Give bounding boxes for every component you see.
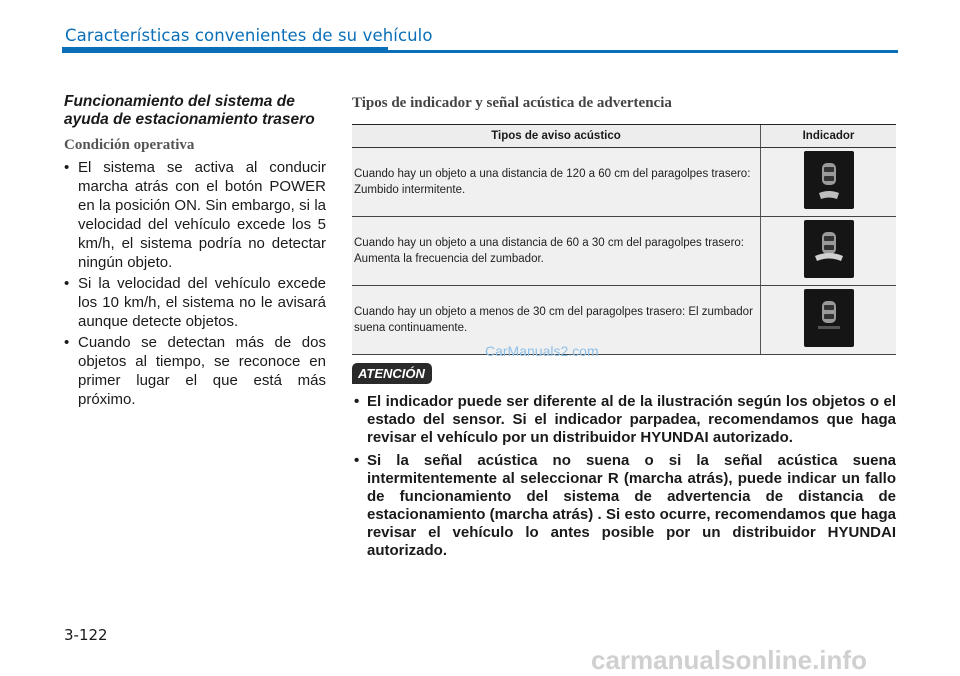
caution-badge: ATENCIÓN — [352, 363, 432, 384]
header-rule — [62, 50, 898, 53]
table-cell-text: Cuando hay un objeto a una distancia de 60 a 30 cm del paragolpes trasero: Aumenta la frecuencia del zumbador. — [352, 217, 761, 286]
table-cell-text: Cuando hay un objeto a una distancia de 120 a 60 cm del paragolpes trasero: Zumbido intermitente. — [352, 148, 761, 217]
table-row — [352, 286, 896, 355]
list-item: • Cuando se detectan más de dos objetos al tiempo, se reconoce en primer lugar el que está más próximo. — [64, 333, 326, 409]
section-title: Funcionamiento del sistema de ayuda de estacionamiento trasero — [64, 93, 315, 128]
rear-sensor-mid-icon — [804, 220, 854, 278]
table-cell-indicator — [761, 148, 897, 217]
table-row — [352, 148, 896, 217]
subheading: Condición operativa — [64, 137, 195, 153]
table-cell-indicator — [761, 286, 897, 355]
left-column — [64, 93, 326, 411]
table-cell-indicator — [761, 217, 897, 286]
list-item: • El indicador puede ser diferente al de la ilustración según los objetos o el estado del sensor. Si el indicador parpadea, recomendamos que haga revisar el vehículo por un distribuidor HYUNDAI autorizado. — [352, 393, 896, 447]
list-item: • Si la velocidad del vehículo excede los 10 km/h, el sistema no le avisará aunque detecte objetos. — [64, 274, 326, 331]
table-title: Tipos de indicador y señal acústica de advertencia — [352, 95, 672, 111]
table-cell-text: Cuando hay un objeto a menos de 30 cm del paragolpes trasero: El zumbador suena continuamente. — [352, 286, 761, 355]
watermark-carmanuals2: CarManuals2.com — [485, 343, 599, 359]
page-header-title: Características convenientes de su vehículo — [65, 26, 433, 45]
warning-types-table — [352, 124, 896, 355]
rear-sensor-far-icon — [804, 151, 854, 209]
column-header-indicator: Indicador — [761, 125, 897, 148]
caution-list — [352, 393, 896, 565]
list-item: • Si la señal acústica no suena o si la señal acústica suena intermitentemente al seleccionar R (marcha atrás), puede indicar un fallo de funcionamiento del sistema de advertencia de distancia de estacionamiento (marcha atrás) . Si esto ocurre, recomendamos que haga revisar el vehículo lo antes posible por un distribuidor HYUNDAI autorizado. — [352, 452, 896, 560]
rear-sensor-near-icon — [804, 289, 854, 347]
page-number: 3-122 — [64, 626, 108, 644]
list-item: • El sistema se activa al conducir marcha atrás con el botón POWER en la posición ON. Sin embargo, si la velocidad del vehículo excede los 5 km/h, el sistema podría no detectar ningún objeto. — [64, 158, 326, 272]
column-header-types: Tipos de aviso acústico — [352, 125, 761, 148]
watermark-carmanualsonline: carmanualsonline.info — [591, 645, 867, 675]
table-row — [352, 217, 896, 286]
operating-conditions-list — [64, 158, 326, 409]
right-column — [352, 93, 896, 355]
table-header-row — [352, 125, 896, 148]
